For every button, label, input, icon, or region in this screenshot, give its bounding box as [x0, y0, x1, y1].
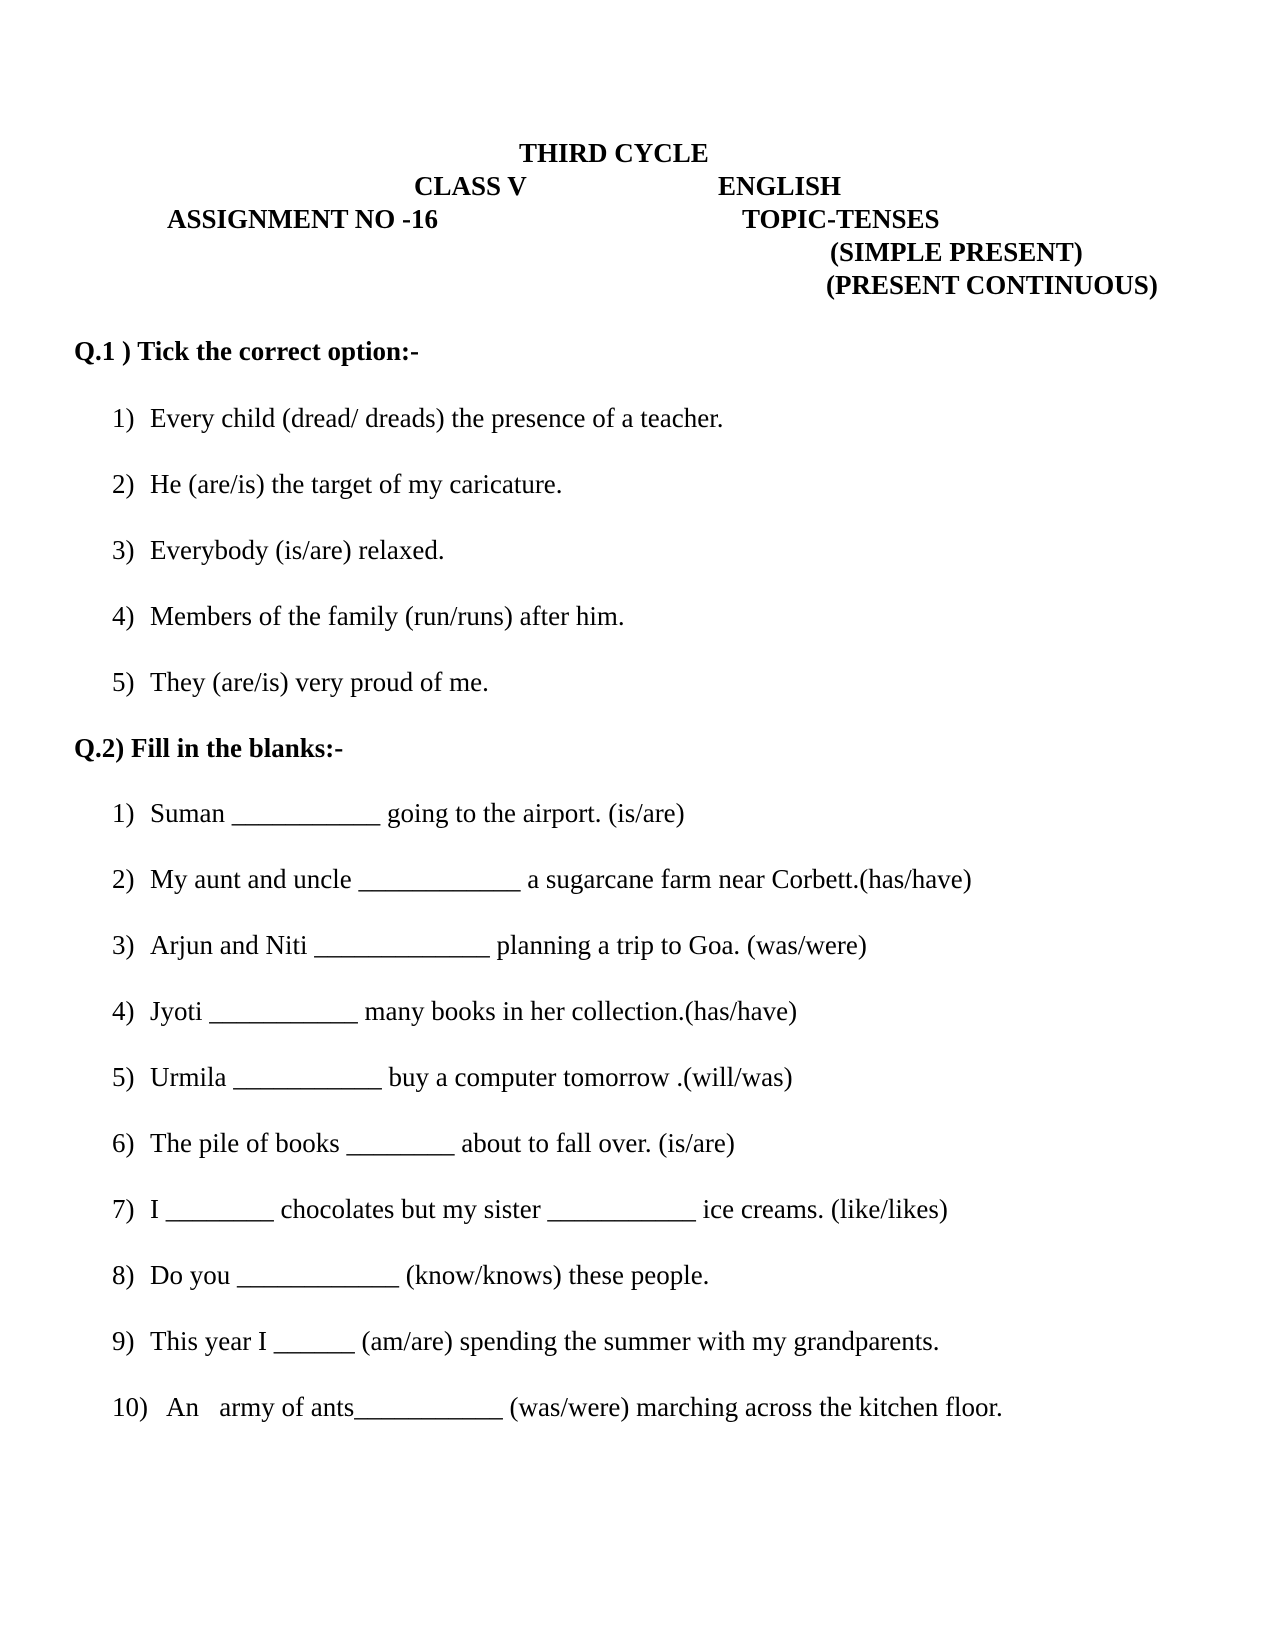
item-number: 10): [112, 1392, 148, 1422]
item-number: 7): [112, 1194, 135, 1224]
subject-label: ENGLISH: [718, 171, 842, 201]
item-number: 9): [112, 1326, 135, 1356]
q1-item: [112, 402, 723, 434]
subtopic-present-continuous: (PRESENT CONTINUOUS): [826, 270, 1158, 300]
item-number: 4): [112, 996, 135, 1026]
q2-item: [112, 1061, 793, 1093]
item-number: 1): [112, 798, 135, 828]
q1-item: [112, 468, 563, 500]
q2-item: [112, 797, 685, 829]
item-number: 2): [112, 864, 135, 894]
q2-item: [112, 929, 867, 961]
item-number: 5): [112, 1062, 135, 1092]
item-text: I ________ chocolates but my sister ___________ ice creams. (like/likes): [150, 1194, 948, 1224]
q2-title: Q.2) Fill in the blanks:-: [74, 733, 344, 763]
item-number: 4): [112, 601, 135, 631]
q1-item: [112, 600, 625, 632]
item-number: 3): [112, 535, 135, 565]
subtopic-simple-present: (SIMPLE PRESENT): [830, 237, 1083, 267]
item-number: 2): [112, 469, 135, 499]
q2-item: [112, 1127, 735, 1159]
item-text: Urmila ___________ buy a computer tomorrow .(will/was): [150, 1062, 793, 1092]
item-text: Members of the family (run/runs) after him.: [150, 601, 625, 631]
item-number: 5): [112, 667, 135, 697]
item-text: Every child (dread/ dreads) the presence of a teacher.: [150, 403, 724, 433]
item-number: 8): [112, 1260, 135, 1290]
q2-item: [112, 1325, 940, 1357]
class-label: CLASS V: [414, 171, 527, 201]
item-text: This year I ______ (am/are) spending the summer with my grandparents.: [150, 1326, 940, 1356]
q2-item: [112, 1259, 709, 1291]
item-text: An army of ants___________ (was/were) marching across the kitchen floor.: [166, 1392, 1003, 1422]
item-text: Jyoti ___________ many books in her collection.(has/have): [150, 996, 798, 1026]
q2-item: [112, 1193, 948, 1225]
cycle-heading: THIRD CYCLE: [519, 138, 709, 168]
item-number: 6): [112, 1128, 135, 1158]
item-text: Suman ___________ going to the airport. (is/are): [150, 798, 685, 828]
q2-item: [112, 995, 797, 1027]
item-text: He (are/is) the target of my caricature.: [150, 469, 563, 499]
item-text: Everybody (is/are) relaxed.: [150, 535, 445, 565]
item-text: They (are/is) very proud of me.: [150, 667, 489, 697]
item-number: 1): [112, 403, 135, 433]
item-text: My aunt and uncle ____________ a sugarcane farm near Corbett.(has/have): [150, 864, 972, 894]
topic-label: TOPIC-TENSES: [742, 204, 940, 234]
q2-item: [112, 1391, 1003, 1423]
item-text: Do you ____________ (know/knows) these people.: [150, 1260, 710, 1290]
item-text: The pile of books ________ about to fall over. (is/are): [150, 1128, 735, 1158]
q2-item: [112, 863, 972, 895]
q1-item: [112, 534, 445, 566]
item-number: 3): [112, 930, 135, 960]
item-text: Arjun and Niti _____________ planning a trip to Goa. (was/were): [150, 930, 867, 960]
assignment-number: ASSIGNMENT NO -16: [167, 204, 439, 234]
q1-item: [112, 666, 489, 698]
q1-title: Q.1 ) Tick the correct option:-: [74, 336, 419, 366]
